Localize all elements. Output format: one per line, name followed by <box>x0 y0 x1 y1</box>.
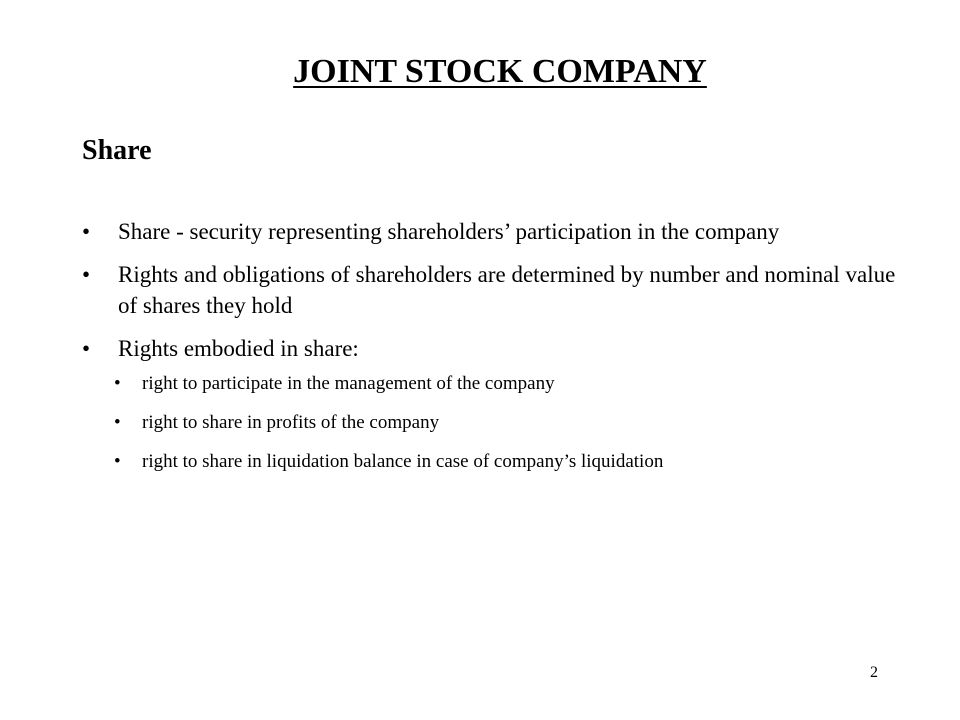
page-number: 2 <box>870 664 878 681</box>
sub-bullet-text: right to share in liquidation balance in case of company’s liquidation <box>142 451 664 472</box>
sub-bullet-icon: • <box>114 451 121 472</box>
sub-bullet-icon: • <box>114 412 121 433</box>
bullet-text: Share - security representing shareholders’ participation in the company <box>118 219 780 244</box>
slide-title: JOINT STOCK COMPANY <box>293 53 707 90</box>
bullet-list <box>82 216 902 489</box>
sub-bullet-item <box>114 411 902 435</box>
bullet-item <box>82 333 902 474</box>
bullet-item <box>82 259 902 321</box>
section-heading: Share <box>82 135 152 166</box>
sub-bullet-text: right to participate in the management of the company <box>142 373 555 394</box>
bullet-icon: • <box>82 262 91 287</box>
bullet-text: Rights and obligations of shareholders are determined by number and nominal value of shares they hold <box>118 262 896 318</box>
sub-bullet-item <box>114 450 902 474</box>
bullet-item <box>82 216 902 247</box>
bullet-icon: • <box>82 219 91 244</box>
bullet-icon: • <box>82 336 91 361</box>
bullet-text: Rights embodied in share: <box>118 336 359 361</box>
sub-bullet-list <box>114 372 902 474</box>
sub-bullet-text: right to share in profits of the company <box>142 412 440 433</box>
sub-bullet-item <box>114 372 902 396</box>
sub-bullet-icon: • <box>114 373 121 394</box>
